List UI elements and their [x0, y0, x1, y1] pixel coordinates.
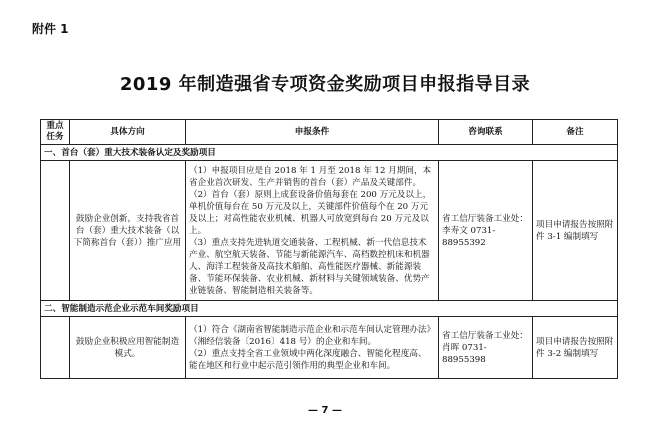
contact-cell: 省工信厅装备工业处：李寿文 0731-88955392	[439, 161, 533, 301]
condition-item: （2）首台（套）原则上成套设备价值每套在 200 万元及以上，单机价值每台在 50 万元及以上，关键部件价值每个在 20 万元及以上；对高性能农业机械、机器人可放宽到每台 20 万元及以上。	[189, 189, 432, 236]
document-title: 2019 年制造强省专项资金奖励项目申报指导目录	[119, 74, 531, 95]
direction-cell: 鼓励企业创新，支持我省首台（套）重大技术装备（以下简称首台（套））推广应用	[70, 161, 186, 301]
task-cell	[41, 317, 70, 379]
remark-cell: 项目申请报告按照附件 3-2 编制填写	[533, 317, 618, 379]
header-key-task: 重点 任务	[41, 120, 70, 145]
header-conditions: 申报条件	[186, 120, 439, 145]
page-number: — 7 —	[308, 405, 342, 416]
section-title: 二、智能制造示范企业示范车间奖励项目	[41, 301, 618, 317]
conditions-cell	[186, 161, 439, 301]
remark-cell: 项目申请报告按照附件 3-1 编制填写	[533, 161, 618, 301]
section-title-row	[41, 145, 618, 161]
table-row	[41, 161, 618, 301]
section-title-row	[41, 301, 618, 317]
header-contact: 咨询联系	[439, 120, 533, 145]
conditions-cell	[186, 317, 439, 379]
attachment-label: 附件 1	[32, 22, 69, 36]
direction-cell: 鼓励企业积极应用智能制造模式。	[70, 317, 186, 379]
contact-cell: 省工信厅装备工业处：肖晖 0731-88955398	[439, 317, 533, 379]
table-row	[41, 317, 618, 379]
section-title: 一、首台（套）重大技术装备认定及奖励项目	[41, 145, 618, 161]
project-directory-table	[40, 119, 618, 379]
condition-item: （3）重点支持先进轨道交通装备、工程机械、新一代信息技术产业、航空航天装备、节能与新能源汽车、高档数控机床和机器人、海洋工程装备及高技术船舶、高性能医疗器械、新能源装备、节能环保装备、农业机械、新材料与关键领域装备、优势产业链装备、智能制造相关装备等。	[189, 237, 430, 296]
header-remark: 备注	[533, 120, 618, 145]
condition-item: （2）重点支持全省工业领域中两化深度融合、智能化程度高、能在地区和行业中起示范引领作用的典型企业和车间。	[189, 348, 427, 371]
header-direction: 具体方向	[70, 120, 186, 145]
condition-item: （1）申报项目应是自 2018 年 1 月至 2018 年 12 月期间，本省企业首次研发、生产并销售的首台（套）产品及关键部件。	[189, 165, 432, 188]
task-cell	[41, 161, 70, 301]
condition-item: （1）符合《湖南省智能制造示范企业和示范车间认定管理办法》（湘经信装备〔2016〕418 号）的企业和车间。	[189, 324, 431, 347]
table-header-row	[41, 120, 618, 145]
